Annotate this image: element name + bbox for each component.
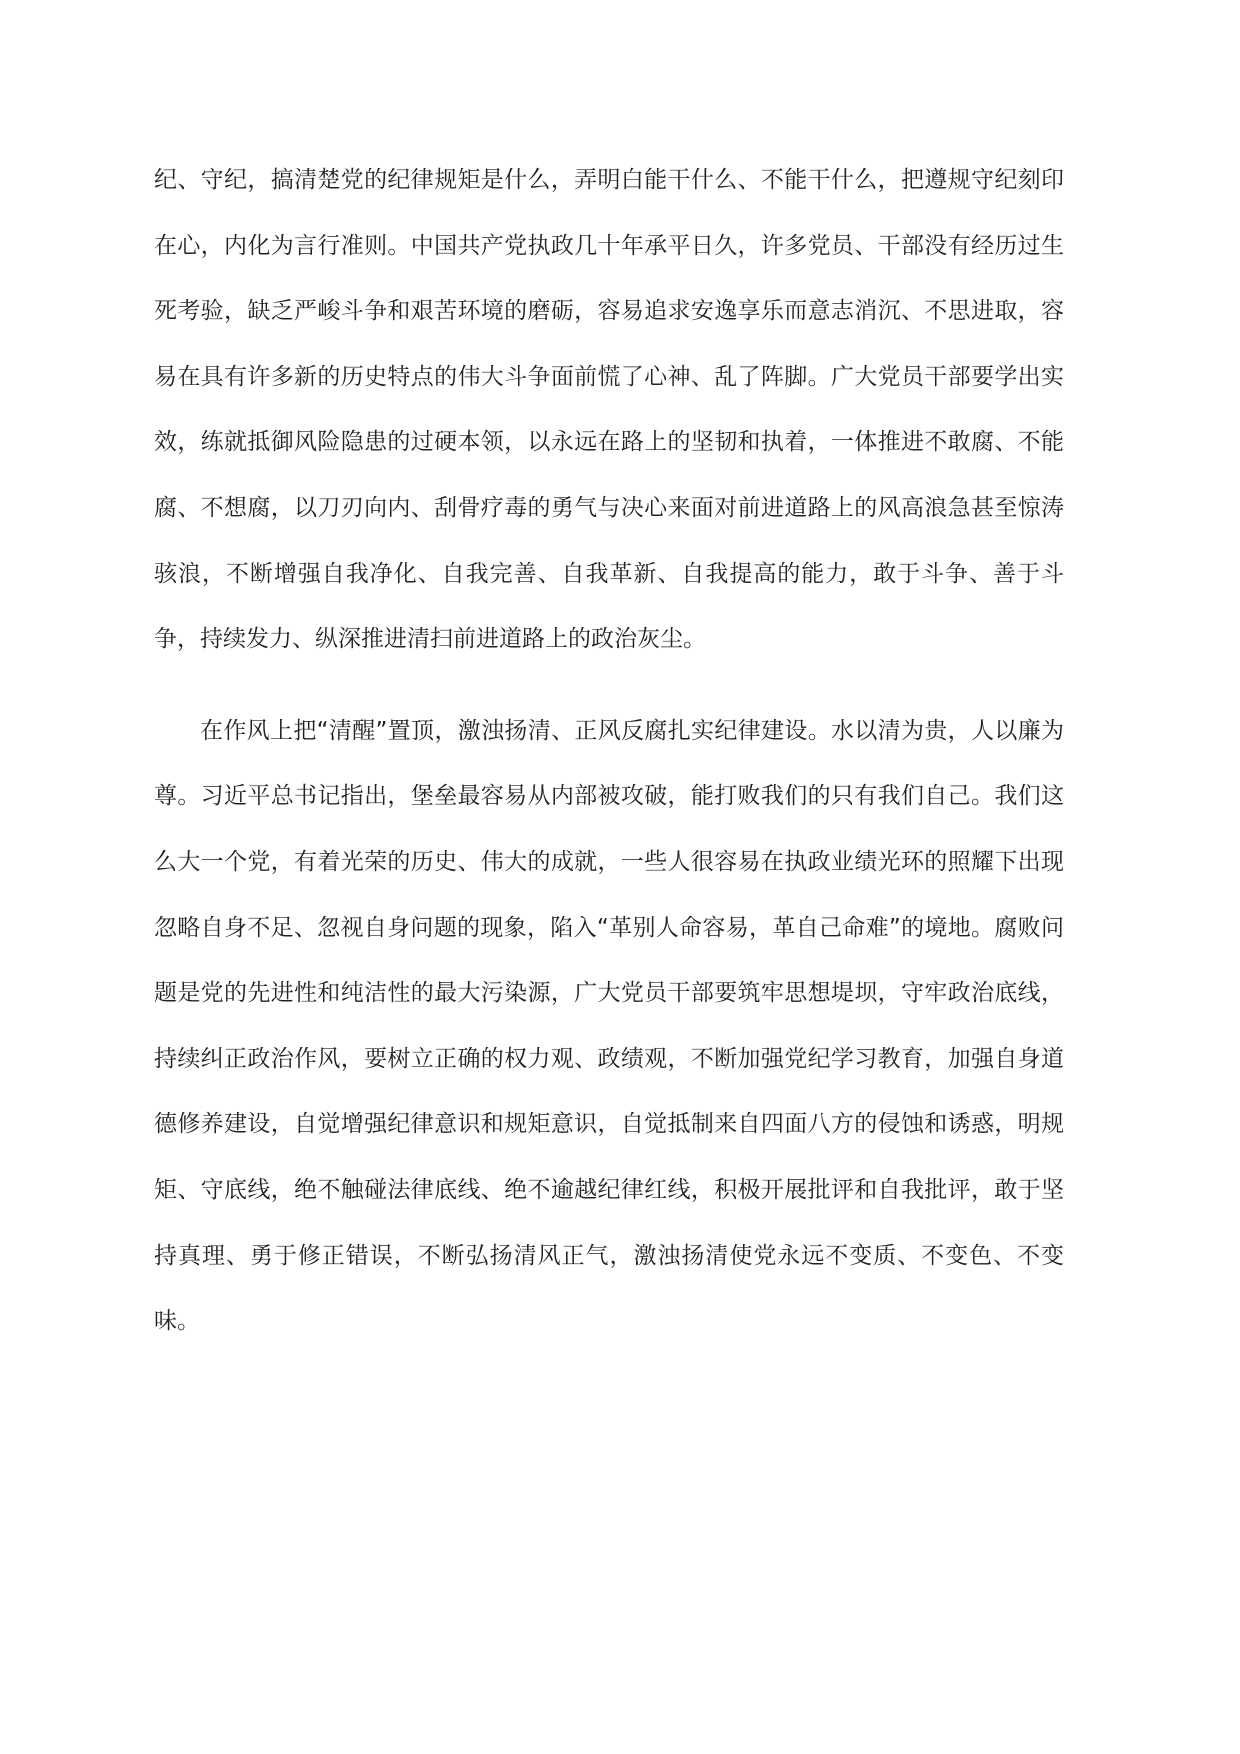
- paragraph-style-discipline: 在作风上把“清醒”置顶，激浊扬清、正风反腐扎实纪律建设。水以清为贵，人以廉为尊。习近平总书记指出，堡垒最容易从内部被攻破，能打败我们的只有我们自己。我们这么大一个党，有着光荣的历史、伟大的成就，一些人很容易在执政业绩光环的照耀下出现忽略自身不足、忽视自身问题的现象，陷入“革别人命容易，革自己命难”的境地。腐败问题是党的先进性和纯洁性的最大污染源，广大党员干部要筑牢思想堤坝，守牢政治底线，持续纠正政治作风，要树立正确的权力观、政绩观，不断加强党纪学习教育，加强自身道德修养建设，自觉增强纪律意识和规矩意识，自觉抵制来自四面八方的侵蚀和诱惑，明规矩、守底线，绝不触碰法律底线、绝不逾越纪律红线，积极开展批评和自我批评，敢于坚持真理、勇于修正错误，不断弘扬清风正气，激浊扬清使党永远不变质、不变色、不变味。: [154, 717, 1064, 1335]
- document-page: [154, 148, 1064, 1355]
- paragraph-continued: 纪、守纪，搞清楚党的纪律规矩是什么，弄明白能干什么、不能干什么，把遵规守纪刻印在心，内化为言行准则。中国共产党执政几十年承平日久，许多党员、干部没有经历过生死考验，缺乏严峻斗争和艰苦环境的磨砺，容易追求安逸享乐而意志消沉、不思进取，容易在具有许多新的历史特点的伟大斗争面前慌了心神、乱了阵脚。广大党员干部要学出实效，练就抵御风险隐患的过硬本领，以永远在路上的坚韧和执着，一体推进不敢腐、不能腐、不想腐，以刀刃向内、刮骨疗毒的勇气与决心来面对前进道路上的风高浪急甚至惊涛骇浪，不断增强自我净化、自我完善、自我革新、自我提高的能力，敢于斗争、善于斗争，持续发力、纵深推进清扫前进道路上的政治灰尘。: [154, 167, 1064, 653]
